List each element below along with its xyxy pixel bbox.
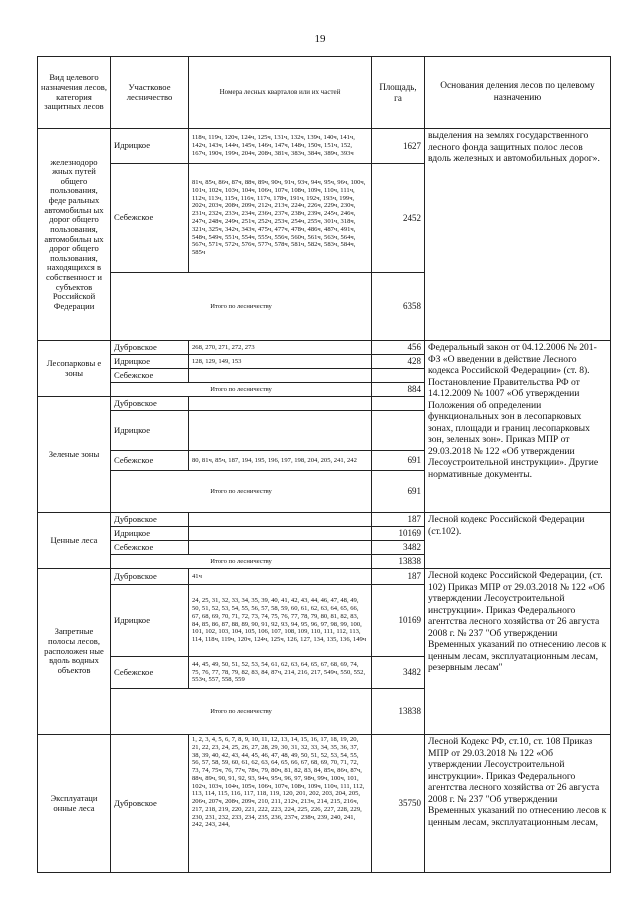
quarters-cell: 128, 129, 149, 153 — [189, 355, 372, 369]
quarters-cell: 44, 45, 49, 50, 51, 52, 53, 54, 61, 62, 63, 64, 65, 67, 68, 69, 74, 75, 76, 77, 78, 79, 82, 83, 84, 87ч, 214, 216, 217, 549ч, 550, 552, 553ч, 557, 558, 559 — [189, 657, 372, 689]
basis-cell: Лесной Кодекс РФ, ст.10, ст. 108 Приказ МПР от 29.03.2018 № 122 «Об утверждении Лесоустроительной инструкции». Приказ Федерального агентства лесного хозяйства от 26 августа 2008 г. № 237 "Об утверждении Временных указаний по отнесению лесов к ценным лесам, эксплуатационным лесам, — [425, 735, 611, 873]
district-cell: Себежское — [111, 657, 189, 689]
area-cell — [372, 369, 425, 383]
district-cell: Дубровское — [111, 513, 189, 527]
basis-cell: Лесной кодекс Российской Федерации (ст.102). — [425, 513, 611, 569]
header-purpose: Вид целевого назначения лесов, категория защитных лесов — [38, 57, 111, 129]
total-label: Итого по лесничеству — [111, 273, 372, 341]
district-cell: Идрицкое — [111, 411, 189, 451]
district-cell: Идрицкое — [111, 355, 189, 369]
purpose-cell: Лесопарковы е зоны — [38, 341, 111, 397]
area-cell: 428 — [372, 355, 425, 369]
district-cell: Дубровское — [111, 569, 189, 585]
area-cell: 1627 — [372, 129, 425, 164]
purpose-cell: железнодоро жных путей общего пользования, феде ральных автомобильн ых дорог общего пользования, автомобильн ых дорог общего пользования, находящихся в собственност и субъектов Российской Федерации — [38, 129, 111, 341]
quarters-cell: 80, 81ч, 85ч, 187, 194, 195, 196, 197, 198, 204, 205, 241, 242 — [189, 451, 372, 471]
basis-cell: Федеральный закон от 04.12.2006 № 201-ФЗ «О введении в действие Лесного кодекса Российской Федерации» (ст. 8). Постановление Правительства РФ от 14.12.2009 № 1007 «Об утверждении Положения об определении функциональных зон в лесопарковых зонах, площади и границ лесопарковых зон, зеленых зон». Приказ МПР от 29.03.2018 № 122 «Об утверждении Лесоустроительной инструкции». Другие нормативные документы. — [425, 341, 611, 513]
basis-cell: Лесной кодекс Российской Федерации, (ст. 102) Приказ МПР от 29.03.2018 № 122 «Об утверждении Лесоустроительной инструкции». Приказ Федерального агентства лесного хозяйства от 26 августа 2008 г. № 237 "Об утверждении Временных указаний по отнесению лесов к ценным лесам, эксплуатационным лесам, резервным лесам" — [425, 569, 611, 735]
area-cell: 3482 — [372, 657, 425, 689]
quarters-cell — [189, 527, 372, 541]
area-cell: 35750 — [372, 735, 425, 873]
header-quarters: Номера лесных кварталов или их частей — [189, 57, 372, 129]
quarters-cell: 268, 270, 271, 272, 273 — [189, 341, 372, 355]
total-area: 6358 — [372, 273, 425, 341]
quarters-cell — [189, 397, 372, 411]
header-district: Участковое лесничество — [111, 57, 189, 129]
district-cell: Себежское — [111, 369, 189, 383]
table-row — [38, 513, 611, 527]
area-cell: 187 — [372, 513, 425, 527]
district-cell: Себежское — [111, 541, 189, 555]
table-row — [38, 569, 611, 585]
forest-purpose-table — [37, 56, 611, 873]
quarters-cell — [189, 541, 372, 555]
total-area: 691 — [372, 471, 425, 513]
purpose-cell: Зеленые зоны — [38, 397, 111, 513]
area-cell: 187 — [372, 569, 425, 585]
quarters-cell: 41ч — [189, 569, 372, 585]
district-cell: Дубровское — [111, 735, 189, 873]
quarters-cell: 118ч, 119ч, 120ч, 124ч, 125ч, 131ч, 132ч, 139ч, 140ч, 141ч, 142ч, 143ч, 144ч, 145ч, 146ч, 147ч, 148ч, 150ч, 151ч, 152, 167ч, 190ч, 199ч, 204ч, 208ч, 381ч, 383ч, 384ч, 389ч, 393ч — [189, 129, 372, 164]
district-cell: Идрицкое — [111, 585, 189, 657]
table-row — [38, 735, 611, 873]
total-area: 13838 — [372, 689, 425, 735]
quarters-cell — [189, 411, 372, 451]
total-label: Итого по лесничеству — [111, 471, 372, 513]
table-row — [38, 129, 611, 164]
table-header-row — [38, 57, 611, 129]
purpose-cell: Ценные леса — [38, 513, 111, 569]
area-cell — [372, 411, 425, 451]
purpose-cell: Запретные полосы лесов, расположен ные вдоль водных объектов — [38, 569, 111, 735]
page-number: 19 — [314, 33, 326, 45]
district-cell: Себежское — [111, 164, 189, 273]
quarters-cell: 24, 25, 31, 32, 33, 34, 35, 39, 40, 41, 42, 43, 44, 46, 47, 48, 49, 50, 51, 52, 53, 54, 55, 56, 57, 58, 59, 60, 61, 62, 63, 64, 65, 66, 67, 68, 69, 70, 71, 72, 73, 74, 75, 76, 77, 78, 79, 80, 81, 82, 83, 84, 85, 86, 87, 88, 89, 90, 91, 92, 93, 94, 95, 96, 97, 98, 99, 100, 101, 102, 103, 104, 105, 106, 107, 108, 109, 110, 111, 112, 113, 114, 118ч, 119ч, 120ч, 124ч, 125ч, 126, 127, 134, 135, 136, 149ч — [189, 585, 372, 657]
district-cell: Дубровское — [111, 341, 189, 355]
table-row — [38, 341, 611, 355]
quarters-cell — [189, 369, 372, 383]
district-cell: Дубровское — [111, 397, 189, 411]
total-area: 13838 — [372, 555, 425, 569]
area-cell: 691 — [372, 451, 425, 471]
district-cell: Себежское — [111, 451, 189, 471]
area-cell: 456 — [372, 341, 425, 355]
total-area: 884 — [372, 383, 425, 397]
area-cell — [372, 397, 425, 411]
district-cell: Идрицкое — [111, 527, 189, 541]
basis-cell: выделения на землях государственного лесного фонда защитных полос лесов вдоль железных и автомобильных дорог». — [425, 129, 611, 341]
total-label: Итого по лесничеству — [111, 689, 372, 735]
total-label: Итого по лесничеству — [111, 383, 372, 397]
area-cell: 2452 — [372, 164, 425, 273]
district-cell: Идрицкое — [111, 129, 189, 164]
area-cell: 3482 — [372, 541, 425, 555]
header-basis: Основания деления лесов по целевому назначению — [425, 57, 611, 129]
quarters-cell: 1, 2, 3, 4, 5, 6, 7, 8, 9, 10, 11, 12, 13, 14, 15, 16, 17, 18, 19, 20, 21, 22, 23, 24, 25, 26, 27, 28, 29, 30, 31, 32, 33, 34, 35, 36, 37, 38, 39, 40, 42, 43, 44, 45, 46, 47, 48, 49, 50, 51, 52, 53, 54, 55, 56, 57, 58, 59, 60, 61, 62, 63, 64, 65, 66, 67, 68, 69, 70, 71, 72, 73, 74, 75ч, 76, 77ч, 78ч, 79, 80ч, 81, 82, 83, 84, 85ч, 86ч, 87ч, 88ч, 89ч, 90, 91, 92, 93, 94ч, 95ч, 96, 97, 98ч, 99ч, 100ч, 101, 102ч, 103ч, 104ч, 105ч, 106ч, 107ч, 108ч, 109ч, 110ч, 111, 112, 113, 114, 115, 116, 117, 118, 119, 120, 201, 202, 203, 204, 205, 206ч, 207ч, 208ч, 209ч, 210, 211, 212ч, 213ч, 214, 215, 216ч, 217, 218, 219, 220, 221, 222, 223, 224, 225, 226, 227, 228, 229, 230, 231, 232, 233, 234, 235, 236, 237ч, 238ч, 239, 240, 241, 242, 243, 244, — [189, 735, 372, 873]
quarters-cell — [189, 513, 372, 527]
total-label: Итого по лесничеству — [111, 555, 372, 569]
area-cell: 10169 — [372, 527, 425, 541]
quarters-cell: 81ч, 85ч, 86ч, 87ч, 88ч, 89ч, 90ч, 91ч, 93ч, 94ч, 95ч, 96ч, 100ч, 101ч, 102ч, 103ч, 104ч, 106ч, 107ч, 108ч, 109ч, 110ч, 111ч, 112ч, 113ч, 115ч, 116ч, 117ч, 178ч, 191ч, 192ч, 193ч, 199ч, 202ч, 203ч, 208ч, 209ч, 212ч, 213ч, 224ч, 226ч, 229ч, 230ч, 231ч, 232ч, 233ч, 234ч, 236ч, 237ч, 238ч, 239ч, 245ч, 246ч, 247ч, 248ч, 249ч, 251ч, 252ч, 253ч, 254ч, 255ч, 301ч, 318ч, 321ч, 325ч, 342ч, 343ч, 475ч, 477ч, 478ч, 486ч, 487ч, 491ч, 548ч, 549ч, 551ч, 554ч, 555ч, 556ч, 560ч, 561ч, 563ч, 564ч, 567ч, 571ч, 572ч, 576ч, 577ч, 578ч, 581ч, 582ч, 583ч, 584ч, 585ч — [189, 164, 372, 273]
header-area: Площадь, га — [372, 57, 425, 129]
purpose-cell: Эксплуатаци онные леса — [38, 735, 111, 873]
area-cell: 10169 — [372, 585, 425, 657]
